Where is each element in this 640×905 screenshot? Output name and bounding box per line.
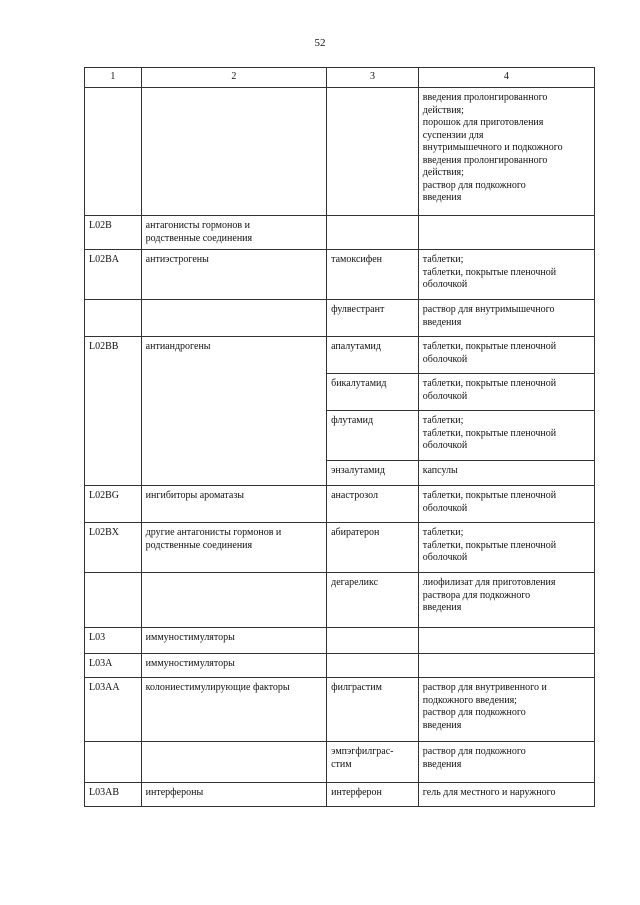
header-cell-1: 1 [85,68,142,88]
group-name-cell: интерфероны [141,783,326,807]
drug-name-cell: интерферон [327,783,419,807]
dosage-form-cell: таблетки, покрытые пленочной оболочкой [418,337,594,374]
table-row [85,216,595,250]
group-name-cell [141,300,326,337]
header-cell-3: 3 [327,68,419,88]
table-row [85,783,595,807]
drug-name-cell: энзалутамид [327,461,419,486]
atc-code-cell: L03 [85,628,142,654]
table-row [85,523,595,573]
dosage-form-cell: таблетки, покрытые пленочной оболочкой [418,374,594,411]
drug-name-cell: тамоксифен [327,250,419,300]
group-name-cell: антагонисты гормонов и родственные соединения [141,216,326,250]
dosage-form-cell: введения пролонгированного действия; порошок для приготовления суспензии для внутримышечного и подкожного введения пролонгированного действия; раствор для подкожного введения [418,88,594,216]
group-name-cell: иммуностимуляторы [141,654,326,678]
dosage-form-cell [418,628,594,654]
dosage-form-cell: гель для местного и наружного [418,783,594,807]
dosage-form-cell [418,654,594,678]
table-row [85,628,595,654]
dosage-form-cell: лиофилизат для приготовления раствора для подкожного введения [418,573,594,628]
table-row [85,678,595,742]
dosage-form-cell: таблетки; таблетки, покрытые пленочной оболочкой [418,411,594,461]
atc-code-cell [85,573,142,628]
atc-code-cell [85,300,142,337]
drug-name-cell: фулвестрант [327,300,419,337]
group-name-cell [141,88,326,216]
dosage-form-cell: таблетки; таблетки, покрытые пленочной оболочкой [418,250,594,300]
table-row [85,654,595,678]
drug-name-cell: бикалутамид [327,374,419,411]
table-row [85,742,595,783]
dosage-form-cell: таблетки; таблетки, покрытые пленочной оболочкой [418,523,594,573]
atc-code-cell: L02BX [85,523,142,573]
atc-code-cell: L03AB [85,783,142,807]
table-row [85,88,595,216]
group-name-cell: антиэстрогены [141,250,326,300]
atc-code-cell [85,742,142,783]
dosage-form-cell: раствор для внутривенного и подкожного введения; раствор для подкожного введения [418,678,594,742]
drug-name-cell: флутамид [327,411,419,461]
table-row [85,250,595,300]
table-row [85,486,595,523]
atc-code-cell: L03AA [85,678,142,742]
header-cell-4: 4 [418,68,594,88]
atc-code-cell: L02BA [85,250,142,300]
page-number: 52 [314,37,326,49]
drug-table [84,67,595,807]
header-cell-2: 2 [141,68,326,88]
atc-code-cell: L02B [85,216,142,250]
dosage-form-cell: раствор для подкожного введения [418,742,594,783]
group-name-cell: ингибиторы ароматазы [141,486,326,523]
atc-code-cell: L02BG [85,486,142,523]
drug-name-cell [327,88,419,216]
atc-code-cell [85,88,142,216]
atc-code-cell: L03A [85,654,142,678]
drug-name-cell: филграстим [327,678,419,742]
dosage-form-cell [418,216,594,250]
dosage-form-cell: капсулы [418,461,594,486]
group-name-cell [141,742,326,783]
drug-name-cell: эмпэгфилграс- стим [327,742,419,783]
group-name-cell: антиандрогены [141,337,326,486]
table-row [85,337,595,374]
drug-name-cell: дегареликс [327,573,419,628]
drug-name-cell [327,216,419,250]
drug-name-cell: абиратерон [327,523,419,573]
group-name-cell: иммуностимуляторы [141,628,326,654]
group-name-cell: другие антагонисты гормонов и родственные соединения [141,523,326,573]
group-name-cell [141,573,326,628]
atc-code-cell: L02BB [85,337,142,486]
table-row [85,573,595,628]
dosage-form-cell: раствор для внутримышечного введения [418,300,594,337]
drug-name-cell: анастрозол [327,486,419,523]
table-row [85,300,595,337]
table-header-row [85,68,595,88]
drug-name-cell [327,654,419,678]
group-name-cell: колониестимулирующие факторы [141,678,326,742]
drug-name-cell [327,628,419,654]
dosage-form-cell: таблетки, покрытые пленочной оболочкой [418,486,594,523]
drug-name-cell: апалутамид [327,337,419,374]
